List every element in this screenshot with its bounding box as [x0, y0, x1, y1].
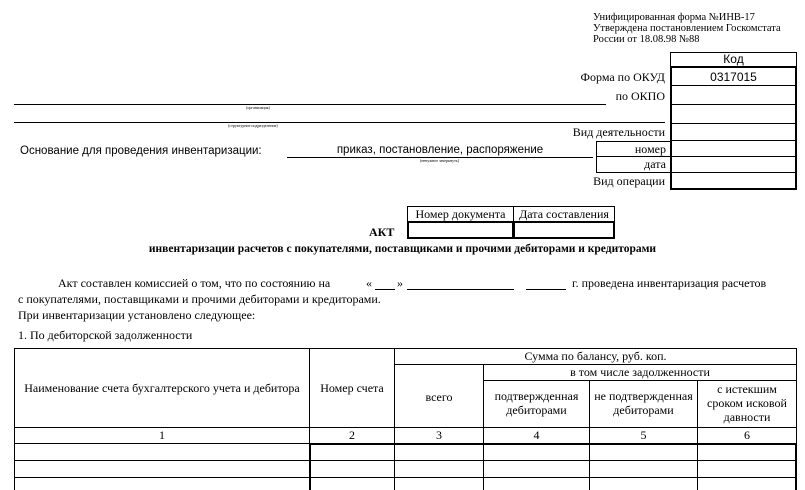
year-blank[interactable] — [526, 289, 566, 290]
sum-header: Сумма по балансу, руб. коп. — [524, 349, 667, 363]
form-approval-note: Утверждена постановлением Госкомстата — [593, 23, 781, 34]
body-line2: с покупателями, поставщиками и прочими дебиторами и кредиторами. — [18, 292, 381, 306]
body-line1-end: г. проведена инвентаризация расчетов — [572, 276, 767, 290]
okpo-label: по ОКПО — [615, 89, 665, 103]
col-num-1: 1 — [159, 428, 165, 442]
col-num-4: 4 — [533, 428, 540, 442]
col-total: всего — [425, 390, 453, 404]
col-confirmed: подтвержденная дебиторами — [494, 389, 579, 417]
number-label: номер — [596, 141, 671, 157]
org-caption: (организация) — [246, 105, 270, 110]
day-blank[interactable] — [375, 289, 395, 290]
form-date-note: России от 18.08.98 №88 — [593, 34, 700, 45]
col-account-no: Номер счета — [320, 381, 384, 395]
date-label: дата — [596, 156, 671, 173]
col-unconfirmed: не подтвержденная дебиторами — [594, 389, 693, 417]
col-num-3: 3 — [436, 428, 442, 442]
basis-value: приказ, постановление, распоряжение — [336, 144, 544, 156]
doc-number-header: Номер документа — [407, 206, 514, 222]
month-blank[interactable] — [407, 289, 514, 290]
operation-label: Вид операции — [593, 174, 665, 188]
act-title: АКТ — [369, 225, 395, 239]
quote-close: » — [397, 276, 403, 290]
col-num-6: 6 — [744, 428, 750, 442]
form-code-note: Унифицированная форма №ИНВ-17 — [593, 12, 755, 23]
codes-title: Код — [670, 52, 797, 67]
activity-label: Вид деятельности — [572, 125, 665, 139]
okud-label: Форма по ОКУД — [580, 70, 665, 84]
including-header: в том числе задолженности — [570, 365, 710, 379]
col-num-2: 2 — [349, 428, 355, 442]
act-subtitle: инвентаризации расчетов с покупателями, поставщиками и прочими дебиторами и кредиторами — [148, 243, 657, 255]
col-account-name: Наименование счета бухгалтерского учета и дебитора — [24, 381, 300, 395]
col-num-5: 5 — [640, 428, 647, 442]
doc-number-field[interactable] — [407, 221, 514, 239]
body-line1: Акт составлен комиссией о том, что по состоянию на — [58, 276, 331, 290]
org-line — [14, 104, 606, 105]
basis-caption: (ненужное зачеркнуть) — [420, 158, 460, 163]
section1-title: 1. По дебиторской задолженности — [18, 328, 193, 342]
doc-date-field[interactable] — [513, 221, 615, 239]
basis-label: Основание для проведения инвентаризации: — [20, 145, 262, 157]
quote-open: « — [366, 276, 372, 290]
dept-line — [14, 122, 665, 123]
okud-value: 0317015 — [710, 70, 757, 84]
doc-date-header: Дата составления — [513, 206, 615, 222]
col-expired: с истекшим сроком исковой давности — [707, 382, 787, 424]
dept-caption: (структурное подразделение) — [228, 123, 278, 128]
body-line3: При инвентаризации установлено следующее: — [18, 308, 256, 322]
